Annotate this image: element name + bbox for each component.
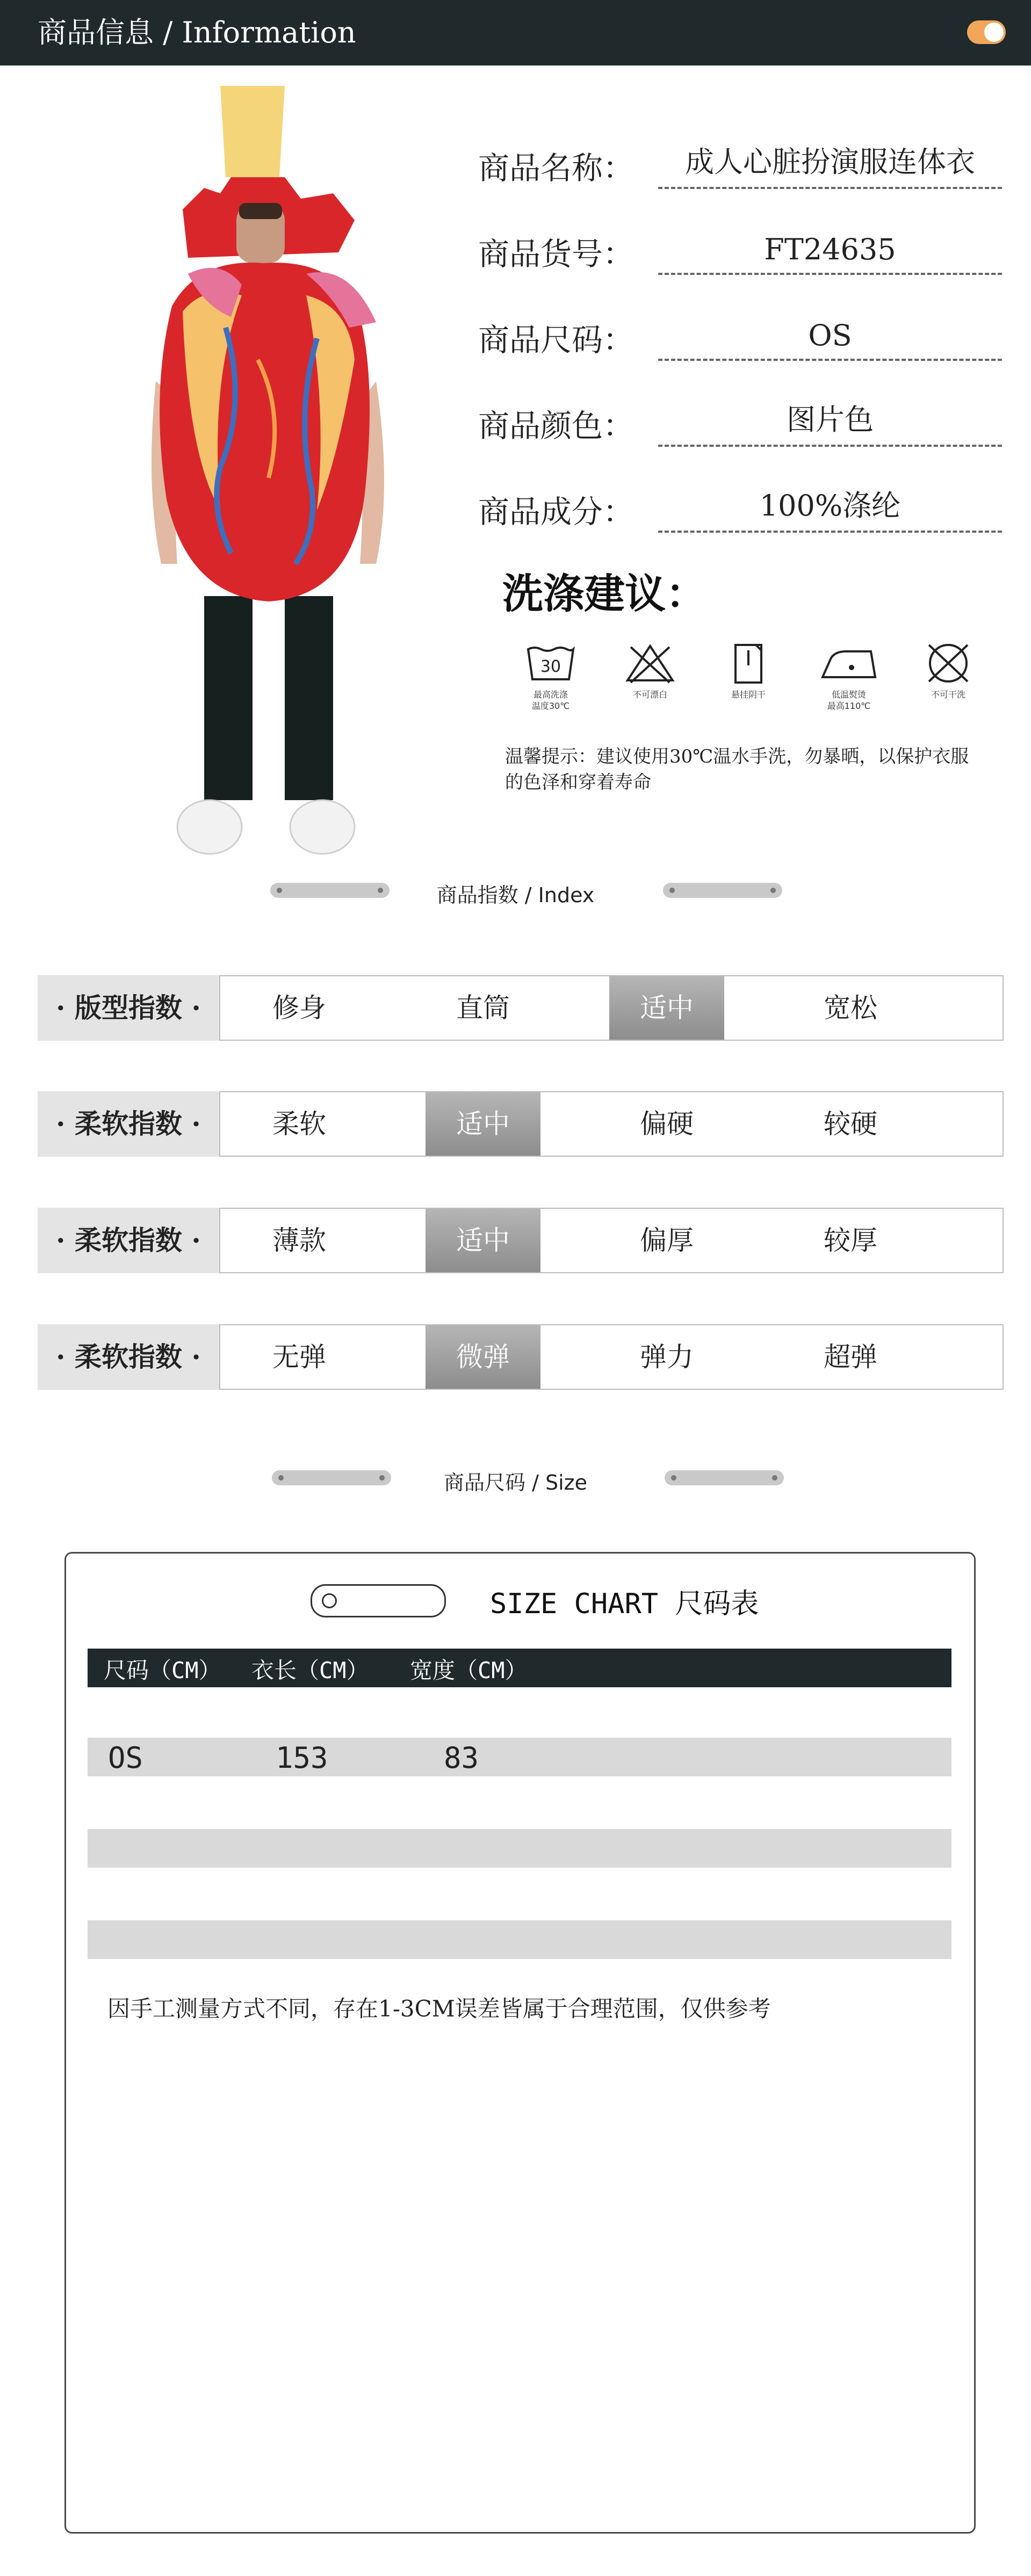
dashed-line xyxy=(658,359,1002,361)
index-option: 柔软 xyxy=(272,1108,326,1140)
care-caption: 悬挂阴干 xyxy=(731,690,766,700)
info-label: 商品货号： xyxy=(478,236,635,272)
care-caption: 最高洗涤 温度30℃ xyxy=(531,690,570,711)
low-iron-icon xyxy=(806,642,892,712)
header-toggle[interactable] xyxy=(967,20,1006,44)
table-cell: 153 xyxy=(276,1741,328,1775)
index-option: 薄款 xyxy=(272,1225,326,1256)
care-tip: 温馨提示：建议使用30℃温水手洗，勿暴晒，以保护衣服的色泽和穿着寿命 xyxy=(505,746,969,793)
info-label: 商品尺码： xyxy=(478,322,635,358)
info-label: 商品成分： xyxy=(478,494,635,530)
index-option: 弹力 xyxy=(640,1341,694,1373)
table-row-empty xyxy=(88,1829,951,1868)
info-label: 商品颜色： xyxy=(478,408,635,444)
wash-30-icon xyxy=(508,642,594,712)
info-row-sku xyxy=(478,220,1005,279)
size-chart-note: 因手工测量方式不同，存在1-3CM误差皆属于合理范围，仅供参考 xyxy=(107,1996,771,2022)
index-label: · 柔软指数 · xyxy=(38,1208,219,1273)
index-option: 直筒 xyxy=(456,992,510,1024)
index-row xyxy=(38,1091,1004,1157)
info-value: 100%涤纶 xyxy=(759,489,901,523)
index-row xyxy=(38,1208,1004,1273)
index-label: · 柔软指数 · xyxy=(38,1324,219,1390)
index-label: · 版型指数 · xyxy=(38,975,219,1041)
dashed-line xyxy=(658,273,1002,275)
dashed-line xyxy=(658,187,1002,189)
index-options xyxy=(219,975,1004,1041)
table-row xyxy=(88,1738,951,1776)
index-row xyxy=(38,975,1004,1041)
index-section-title: 商品指数 / Index xyxy=(436,883,595,907)
index-option-selected: 适中 xyxy=(426,1209,540,1272)
no-dry-clean-icon xyxy=(905,642,991,700)
info-row-size xyxy=(478,306,1005,365)
info-row-name xyxy=(478,134,1005,193)
decor-pill xyxy=(311,1584,446,1617)
index-options xyxy=(219,1091,1004,1157)
info-row-material xyxy=(478,478,1005,537)
info-value: OS xyxy=(808,318,852,352)
index-option: 偏厚 xyxy=(640,1225,694,1256)
table-cell: OS xyxy=(108,1741,143,1775)
index-options xyxy=(219,1324,1004,1390)
column-header: 尺码（CM） xyxy=(104,1657,221,1684)
index-option-selected: 适中 xyxy=(609,976,724,1040)
care-caption: 低温熨烫 最高110℃ xyxy=(827,690,871,711)
size-section-heading xyxy=(0,1463,1031,1495)
index-option: 无弹 xyxy=(272,1341,326,1373)
no-bleach-icon xyxy=(607,642,693,700)
header-title: 商品信息 / Information xyxy=(38,16,356,49)
index-options xyxy=(219,1208,1004,1273)
index-row xyxy=(38,1324,1004,1390)
size-chart-title: SIZE CHART 尺码表 xyxy=(490,1588,759,1620)
index-option: 修身 xyxy=(272,992,326,1024)
size-chart-card xyxy=(64,1552,976,2534)
size-chart-header xyxy=(88,1649,951,1687)
decor-pill-right xyxy=(665,1470,784,1485)
table-cell: 83 xyxy=(444,1741,479,1775)
wash-title: 洗涤建议： xyxy=(502,570,706,618)
index-option: 宽松 xyxy=(824,992,877,1024)
product-image xyxy=(124,81,424,875)
column-header: 衣长（CM） xyxy=(251,1657,369,1684)
decor-pill-right xyxy=(663,883,782,898)
index-label: · 柔软指数 · xyxy=(38,1091,219,1157)
index-option: 超弹 xyxy=(824,1341,877,1373)
page-header xyxy=(0,0,1031,66)
dashed-line xyxy=(658,445,1002,447)
index-option: 较厚 xyxy=(824,1225,877,1256)
info-row-color xyxy=(478,392,1005,451)
dashed-line xyxy=(658,531,1002,533)
column-header: 宽度（CM） xyxy=(410,1657,528,1684)
info-value: FT24635 xyxy=(764,233,896,266)
hang-dry-icon xyxy=(705,642,791,700)
index-section-heading xyxy=(0,875,1031,908)
care-caption: 不可漂白 xyxy=(632,690,667,700)
info-value: 成人心脏扮演服连体衣 xyxy=(685,145,975,179)
size-section-title: 商品尺码 / Size xyxy=(444,1471,587,1494)
info-value: 图片色 xyxy=(787,403,874,437)
index-option-selected: 微弹 xyxy=(426,1325,540,1389)
table-row-empty xyxy=(88,1920,951,1959)
index-option: 较硬 xyxy=(824,1108,877,1140)
index-option: 偏硬 xyxy=(640,1108,694,1140)
info-label: 商品名称： xyxy=(478,150,635,186)
care-caption: 不可干洗 xyxy=(931,690,965,700)
svg-text:30: 30 xyxy=(540,657,561,676)
toggle-knob xyxy=(984,23,1004,42)
index-option-selected: 适中 xyxy=(426,1092,540,1156)
